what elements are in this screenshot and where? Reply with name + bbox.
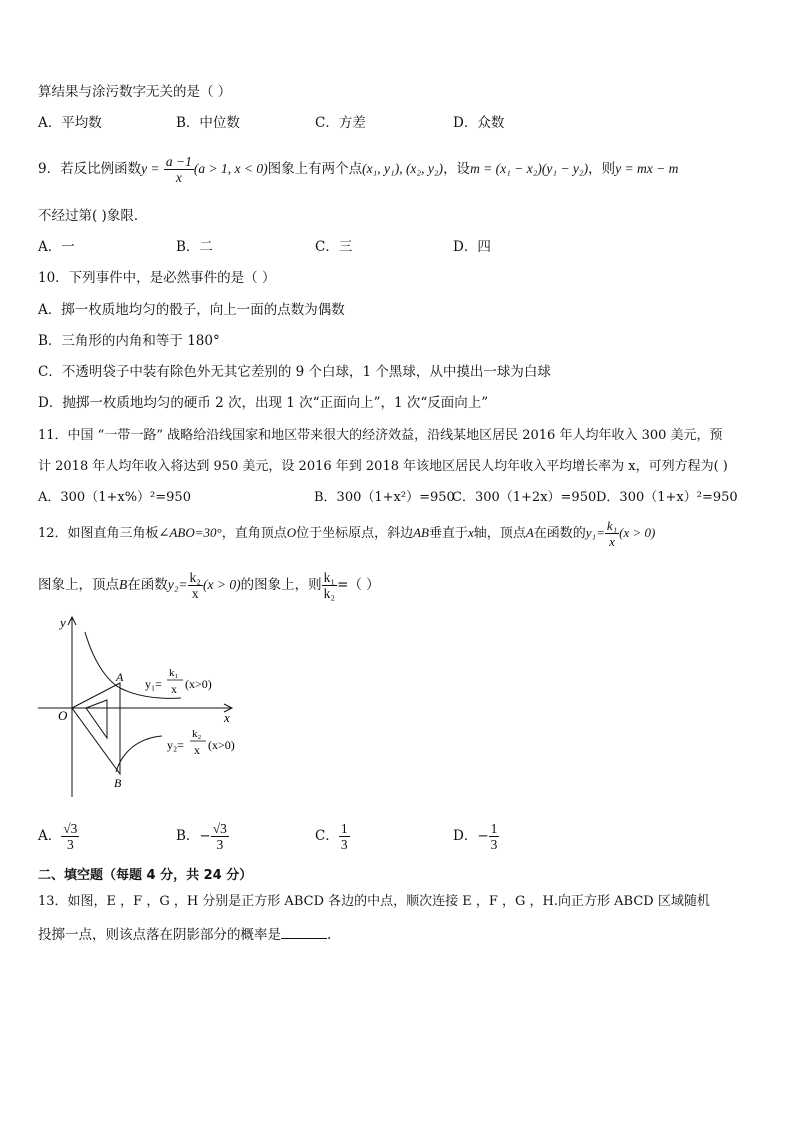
q11-option-b: B．300（1+x²）=950 bbox=[314, 490, 455, 505]
q8-option-b: B．中位数 bbox=[176, 115, 240, 131]
curve-y2 bbox=[116, 736, 162, 772]
q10-option-a: A．掷一枚质地均匀的骰子，向上一面的点数为偶数 bbox=[38, 302, 345, 318]
q12-option-c: C． $\frac{1}{3}$ bbox=[315, 821, 348, 852]
fig-f2-den: x bbox=[194, 743, 200, 757]
q12-figure bbox=[36, 612, 256, 802]
q11-option-a: A．300（1+x%）²=950 bbox=[38, 490, 191, 505]
fig-y-label: y bbox=[60, 615, 66, 630]
answer-blank[interactable] bbox=[281, 924, 327, 939]
q9-option-c: C．三 bbox=[315, 239, 353, 255]
q12-stem-line1: 12．如图直角三角板∠ABO=30°，直角顶点O位于坐标原点，斜边AB垂直于x轴，顶点A在函数的y₁= $\frac{\text{k₁}}{x}$ (x > 0) bbox=[38, 518, 656, 549]
fig-point-a: A bbox=[116, 670, 124, 684]
q11-option-c: C．300（1+2x）=950 bbox=[452, 490, 597, 505]
q9-option-a: A．一 bbox=[38, 239, 75, 255]
fig-f1-lhs: y₁= bbox=[145, 677, 162, 691]
fig-f1-num: k₁ bbox=[169, 667, 179, 679]
q12-option-b: B．− $\frac{√3}{3}$ bbox=[176, 821, 227, 852]
q10-stem: 10．下列事件中，是必然事件的是（ ） bbox=[38, 270, 276, 286]
q11-stem-line2: 计 2018 年人均年收入将达到 950 美元，设 2016 年到 2018 年该地区居民人均年收入平均增长率为 x，可列方程为( ) bbox=[38, 459, 728, 474]
q13-stem-line1: 13．如图，E ，F ，G ，H 分别是正方形 ABCD 各边的中点，顺次连接 E ，F ，G ，H.向正方形 ABCD 区域随机 bbox=[38, 894, 710, 909]
fig-f2-num: k₂ bbox=[192, 728, 202, 740]
q13-stem-line2: 投掷一点，则该点落在阴影部分的概率是 . bbox=[38, 924, 331, 945]
fig-origin-label: O bbox=[58, 708, 68, 723]
q9-stem: 9．若反比例函数y = $\frac{a -1}{x}$ (a > 1, x < 0)图象上有两个点(x₁, y₁), (x₂, y₂)，设m = (x₁ − x₂)(y₁ − y₂)，则y = mx − m bbox=[38, 154, 679, 185]
curve-y1 bbox=[85, 632, 181, 698]
q9-fraction: $\frac{a -1}{x}$ bbox=[165, 154, 192, 185]
q12-option-a: A． $\frac{√3}{3}$ bbox=[38, 821, 78, 852]
triangle-outer bbox=[72, 683, 120, 774]
fig-f1-cond: (x>0) bbox=[185, 677, 212, 691]
q10-option-b: B．三角形的内角和等于 180° bbox=[38, 333, 220, 349]
q11-option-d: D．300（1+x）²=950 bbox=[596, 490, 738, 505]
q12-option-d: D．− $\frac{1}{3}$ bbox=[453, 821, 498, 852]
q10-option-c: C．不透明袋子中装有除色外无其它差别的 9 个白球，1 个黑球，从中摸出一球为白球 bbox=[38, 364, 551, 380]
q12-stem-line2: 图象上，顶点B在函数y₂= $\frac{\text{k₂}}{x}$ (x > 0)的图象上，则 $\frac{\text{k₁}}{\text{k₂}}$ =（ ） bbox=[38, 570, 380, 601]
fig-point-b: B bbox=[114, 776, 122, 790]
q8-stem-tail: 算结果与涂污数字无关的是（ ） bbox=[38, 84, 232, 100]
fig-x-label: x bbox=[224, 710, 230, 725]
fig-f2-lhs: y₂= bbox=[167, 738, 184, 752]
q9-option-d: D．四 bbox=[453, 239, 491, 255]
q8-option-a: A．平均数 bbox=[38, 115, 102, 131]
fig-f2-cond: (x>0) bbox=[208, 738, 235, 752]
q9-stem-line2: 不经过第( )象限． bbox=[38, 208, 148, 224]
q11-stem-line1: 11．中国 “一带一路” 战略给沿线国家和地区带来很大的经济效益，沿线某地区居民 2016 年人均年收入 300 美元，预 bbox=[38, 428, 723, 443]
q10-option-d: D．抛掷一枚质地均匀的硬币 2 次，出现 1 次“正面向上”，1 次“反面向上” bbox=[38, 395, 489, 411]
q9-option-b: B．二 bbox=[176, 239, 213, 255]
q8-option-c: C．方差 bbox=[315, 115, 366, 131]
section-heading: 二、填空题（每题 4 分，共 24 分） bbox=[38, 868, 253, 883]
fig-f1-den: x bbox=[171, 682, 177, 696]
q8-option-d: D．众数 bbox=[453, 115, 505, 131]
